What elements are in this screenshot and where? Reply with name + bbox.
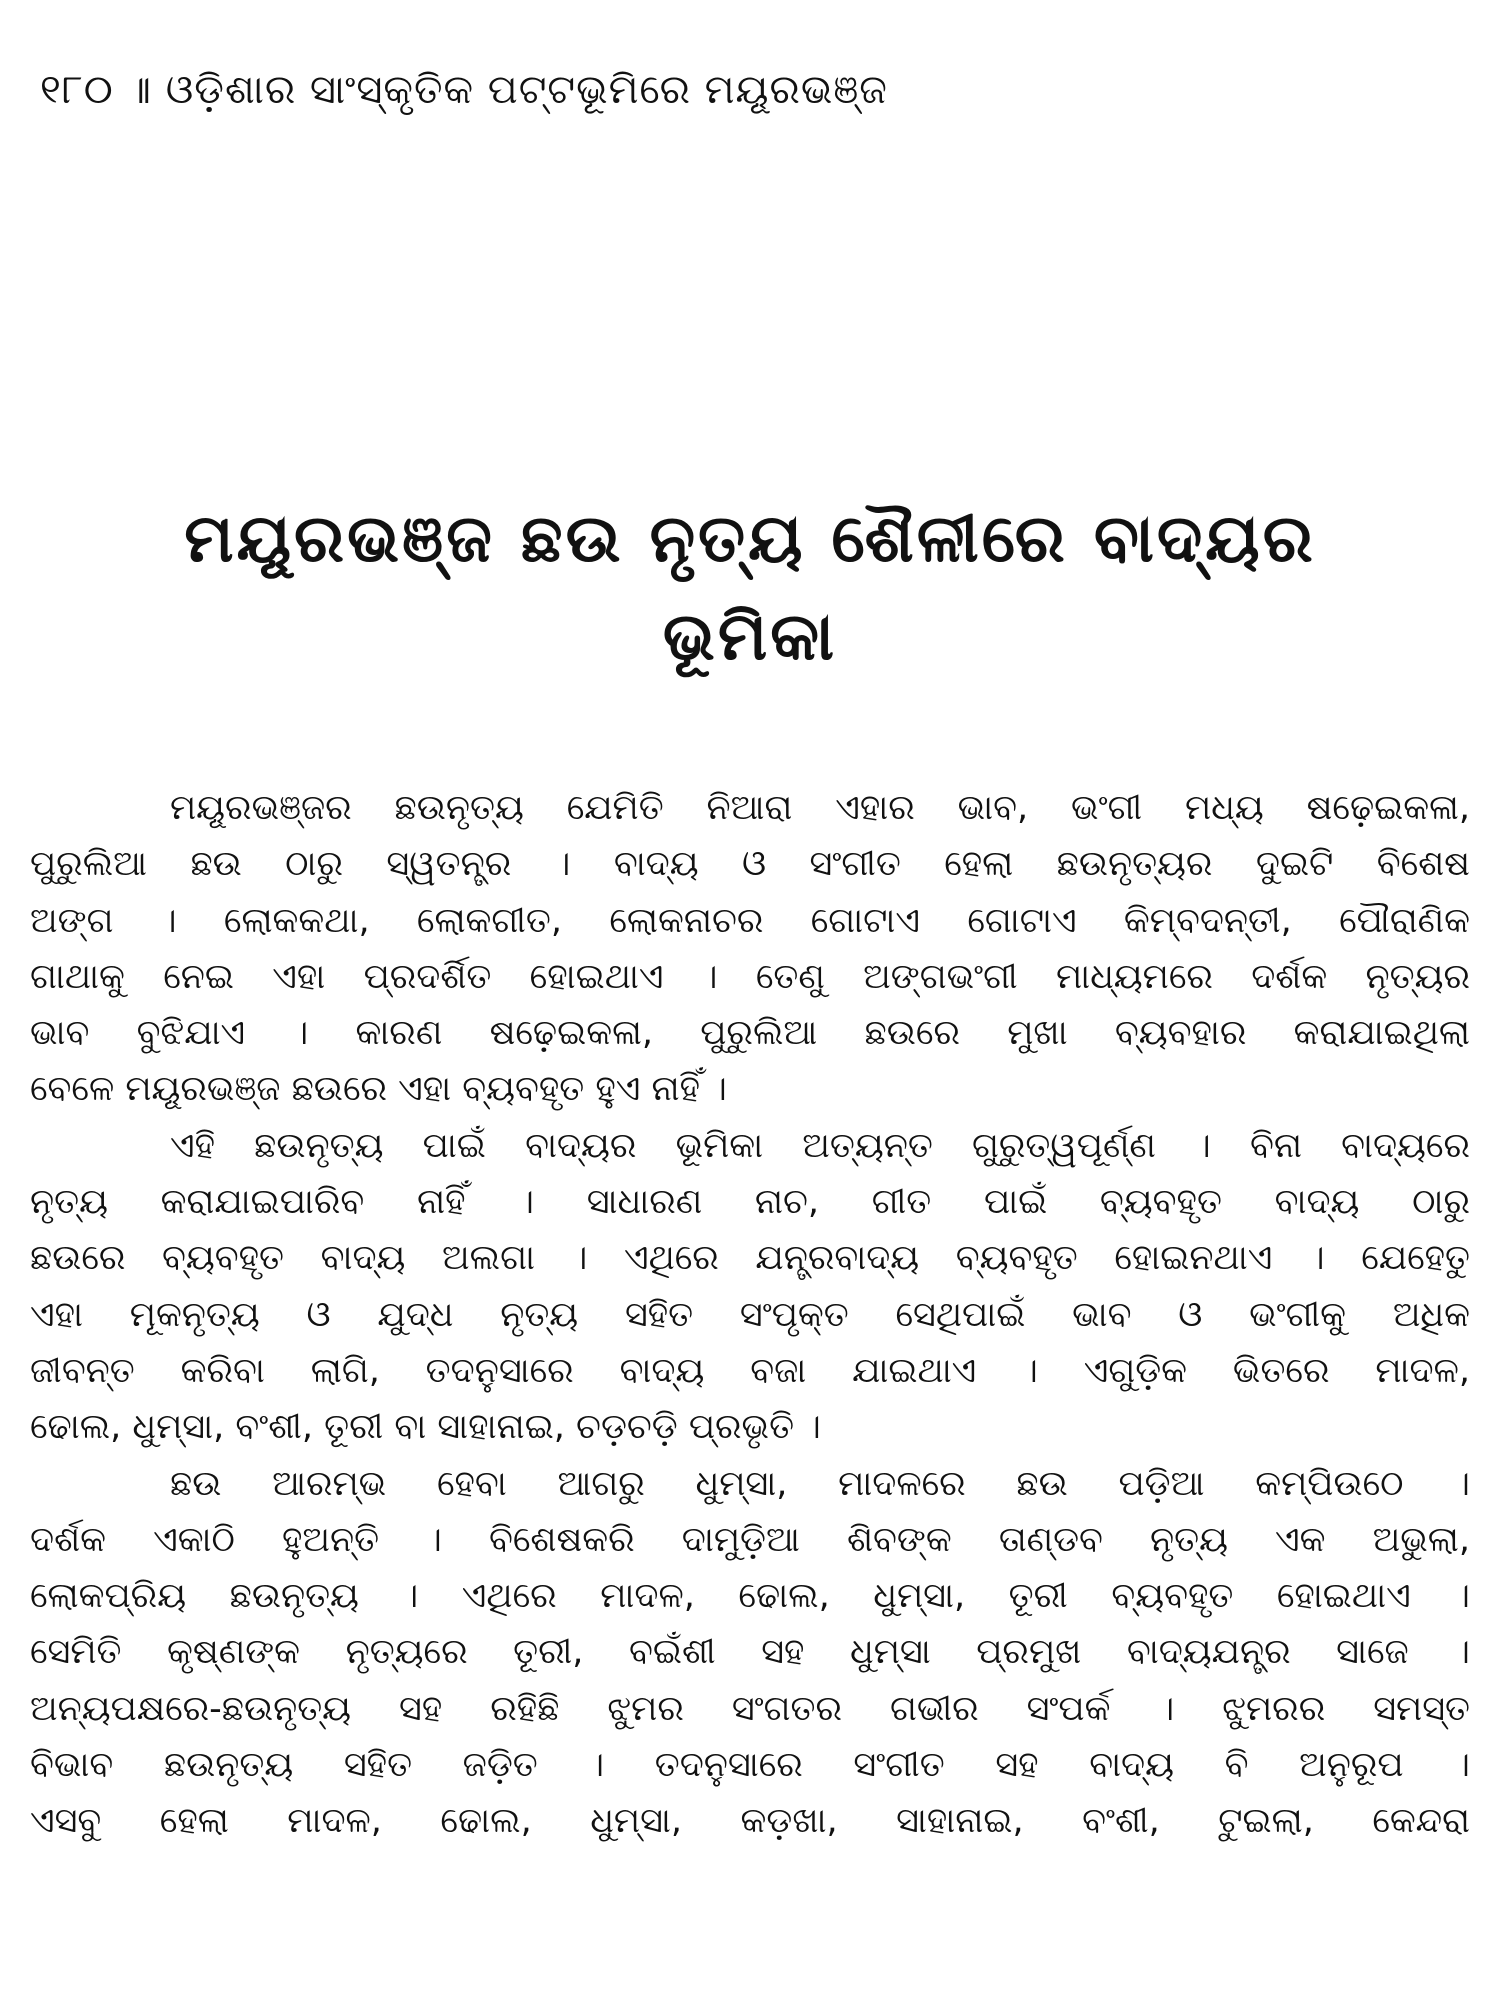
chapter-title [60,490,1440,686]
text-line: ନୃତ୍ୟ କରାଯାଇପାରିବ ନାହିଁ । ସାଧାରଣ ନାଚ, ଗୀତ ପାଇଁ ବ୍ୟବହୃତ ବାଦ୍ୟ ଠାରୁ [30,1182,1470,1223]
text-line: ଲୋକପ୍ରିୟ ଛଉନୃତ୍ୟ । ଏଥିରେ ମାଦଳ, ଢୋଲ, ଧୁମ୍‌ସା, ତୂରୀ ବ୍ୟବହୃତ ହୋଇଥାଏ । [30,1576,1470,1617]
text-line: ଏସବୁ ହେଲା ମାଦଳ, ଢୋଲ, ଧୁମ୍‌ସା, କଡ଼ଖା, ସାହାନାଇ, ବଂଶୀ, ଟୁଇଲା, କେନ୍ଦରା [30,1801,1470,1842]
text-line: ମୟୂରଭଞ୍ଜର ଛଉନୃତ୍ୟ ଯେମିତି ନିଆରା ଏହାର ଭାବ, ଭଂଗୀ ମଧ୍ୟ ଷଢ଼େଇକଳା, [170,788,1470,828]
text-line: ଛଉରେ ବ୍ୟବହୃତ ବାଦ୍ୟ ଅଲଗା । ଏଥିରେ ଯନ୍ତ୍ରବାଦ୍ୟ ବ୍ୟବହୃତ ହୋଇନଥାଏ । ଯେହେତୁ [30,1238,1470,1279]
text-line: ଦର୍ଶକ ଏକାଠି ହୁଅନ୍ତି । ବିଶେଷକରି ଦାମୁଡ଼ିଆ ଶିବଙ୍କ ତାଣ୍ଡବ ନୃତ୍ୟ ଏକ ଅଭୁଲା, [30,1519,1470,1560]
text-line: ଅଙ୍ଗ । ଲୋକକଥା, ଲୋକଗୀତ, ଲୋକନାଚର ଗୋଟାଏ ଗୋଟାଏ କିମ୍ବଦନ୍ତୀ, ପୌରାଣିକ [30,900,1470,941]
text-line: ଏହା ମୂକନୃତ୍ୟ ଓ ଯୁଦ୍ଧ ନୃତ୍ୟ ସହିତ ସଂପୃକ୍ତ ସେଥିପାଇଁ ଭାବ ଓ ଭଂଗୀକୁ ଅଧିକ [30,1294,1470,1335]
text-line: ଭାବ ବୁଝିଯାଏ । କାରଣ ଷଢ଼େଇକଳା, ପୁରୁଲିଆ ଛଉରେ ମୁଖା ବ୍ୟବହାର କରାଯାଇଥିଲା [30,1013,1470,1054]
chapter-title-line-1: ମୟୂରଭଞ୍ଜ ଛଉ ନୃତ୍ୟ ଶୈଳୀରେ ବାଦ୍ୟର [184,500,1316,577]
body-text [30,780,1470,1850]
text-line: ଏହି ଛଉନୃତ୍ୟ ପାଇଁ ବାଦ୍ୟର ଭୂମିକା ଅତ୍ୟନ୍ତ ଗୁରୁତ୍ୱପୂର୍ଣ୍ଣ । ବିନା ବାଦ୍ୟରେ [170,1125,1470,1166]
text-line: ବିଭାବ ଛଉନୃତ୍ୟ ସହିତ ଜଡ଼ିତ । ତଦନୁସାରେ ସଂଗୀତ ସହ ବାଦ୍ୟ ବି ଅନୁରୂପ । [30,1745,1470,1786]
text-line: ପୁରୁଲିଆ ଛଉ ଠାରୁ ସ୍ୱତନ୍ତ୍ର । ବାଦ୍ୟ ଓ ସଂଗୀତ ହେଲା ଛଉନୃତ୍ୟର ଦୁଇଟି ବିଶେଷ [30,844,1470,885]
text-line: ଅନ୍ୟପକ୍ଷରେ-ଛଉନୃତ୍ୟ ସହ ରହିଛି ଝୁମର ସଂଗତର ଗଭୀର ସଂପର୍କ । ଝୁମରର ସମସ୍ତ [30,1688,1470,1729]
text-line: ଢୋଲ, ଧୁମ୍‌ସା, ବଂଶୀ, ତୂରୀ ବା ସାହାନାଇ, ଚଡ଼ଚଡ଼ି ପ୍ରଭୃତି । [30,1407,821,1448]
text-line: ସେମିତି କୃଷ୍ଣଙ୍କ ନୃତ୍ୟରେ ତୂରୀ, ବଇଁଶୀ ସହ ଧୁମ୍‌ସା ପ୍ରମୁଖ ବାଦ୍ୟଯନ୍ତ୍ର ସାଜେ । [30,1632,1470,1673]
text-line: ଗାଥାକୁ ନେଇ ଏହା ପ୍ରଦର୍ଶିତ ହୋଇଥାଏ । ତେଣୁ ଅଙ୍ଗଭଂଗୀ ମାଧ୍ୟମରେ ଦର୍ଶକ ନୃତ୍ୟର [30,956,1470,997]
text-line: ଜୀବନ୍ତ କରିବା ଲାଗି, ତଦନୁସାରେ ବାଦ୍ୟ ବଜା ଯାଇଥାଏ । ଏଗୁଡ଼ିକ ଭିତରେ ମାଦଳ, [30,1350,1470,1391]
chapter-title-line-2: ଭୂମିକା [662,598,838,675]
text-line: ବେଳେ ମୟୂରଭଞ୍ଜ ଛଉରେ ଏହା ବ୍ୟବହୃତ ହୁଏ ନାହିଁ । [30,1069,727,1110]
running-header: ୧୮୦ ॥ ଓଡ଼ିଶାର ସାଂସ୍କୃତିକ ପଟ୍ଟଭୂମିରେ ମୟୂରଭଞ୍ଜ [40,67,888,113]
text-line: ଛଉ ଆରମ୍ଭ ହେବା ଆଗରୁ ଧୁମ୍‌ସା, ମାଦଳରେ ଛଉ ପଡ଼ିଆ କମ୍ପିଉଠେ । [170,1463,1470,1504]
